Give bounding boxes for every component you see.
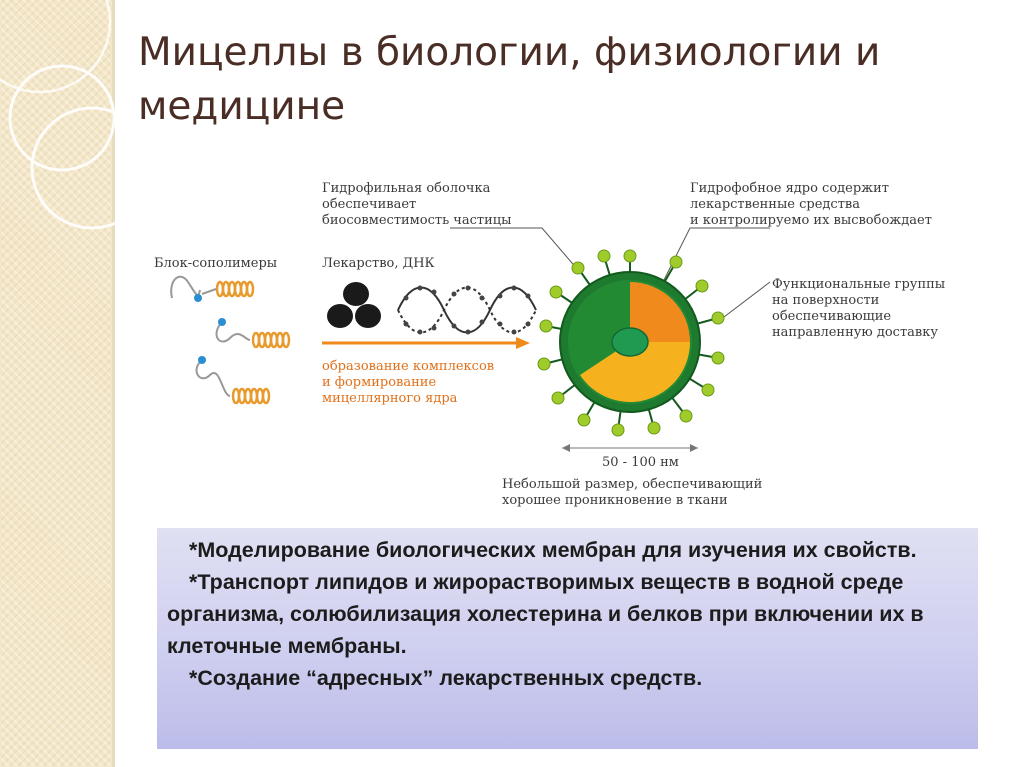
- hydrophilic-shell-label: [322, 181, 512, 228]
- hydrophobic-line-2: лекарственные средства: [690, 197, 860, 212]
- application-item-targeted-drugs: *Создание “адресных” лекарственных средств.: [189, 666, 703, 690]
- size-label: 50 - 100 нм: [602, 455, 679, 470]
- functional-line-3: обеспечивающие: [772, 309, 892, 324]
- small-size-line-2: хорошее проникновение в ткани: [502, 493, 728, 508]
- hydrophilic-line-1: Гидрофильная оболочка: [322, 181, 491, 196]
- functional-groups-label: [772, 277, 949, 340]
- dna-helix: [398, 286, 536, 335]
- applications-text-box: [157, 528, 978, 749]
- functional-line-1: Функциональные группы: [772, 277, 946, 292]
- hydrophobic-line-1: Гидрофобное ядро содержит: [690, 181, 889, 196]
- drug-molecules: [327, 282, 381, 328]
- small-size-label: [502, 477, 766, 508]
- small-size-line-1: Небольшой размер, обеспечивающий: [502, 477, 763, 492]
- application-item-lipid-transport: *Транспорт липидов и жирорастворимых веществ в водной среде организма, солюбилизация холестерина и белков при включении их в клеточные мембраны.: [167, 570, 924, 658]
- hydrophilic-line-3: биосовместимость частицы: [322, 213, 512, 228]
- block-copolymer-1: [171, 277, 253, 302]
- micelle-diagram: [150, 170, 970, 520]
- copolymers-label: Блок-сополимеры: [154, 256, 278, 271]
- functional-line-4: направленную доставку: [772, 325, 938, 340]
- formation-arrow: [322, 337, 530, 349]
- application-item-membranes: *Моделирование биологических мембран для изучения их свойств.: [189, 538, 917, 562]
- formation-line-1: образование комплексов: [322, 359, 495, 374]
- slide-title: Мицеллы в биологии, физиологии и медицине: [138, 30, 881, 129]
- formation-label: [322, 359, 498, 406]
- block-copolymer-3: [197, 356, 269, 403]
- size-dimension: [562, 444, 698, 452]
- hydrophilic-line-2: обеспечивает: [322, 197, 417, 212]
- block-copolymer-2: [217, 318, 289, 347]
- formation-line-3: мицеллярного ядра: [322, 391, 458, 406]
- formation-line-2: и формирование: [322, 375, 437, 390]
- drug-dna-label: Лекарство, ДНК: [322, 256, 435, 271]
- hydrophobic-line-3: и контролируемо их высвобождает: [690, 213, 932, 228]
- hydrophobic-core-label: [690, 181, 932, 228]
- decorative-rings: [0, 0, 140, 260]
- micelle: [538, 250, 724, 436]
- functional-line-2: на поверхности: [772, 293, 880, 308]
